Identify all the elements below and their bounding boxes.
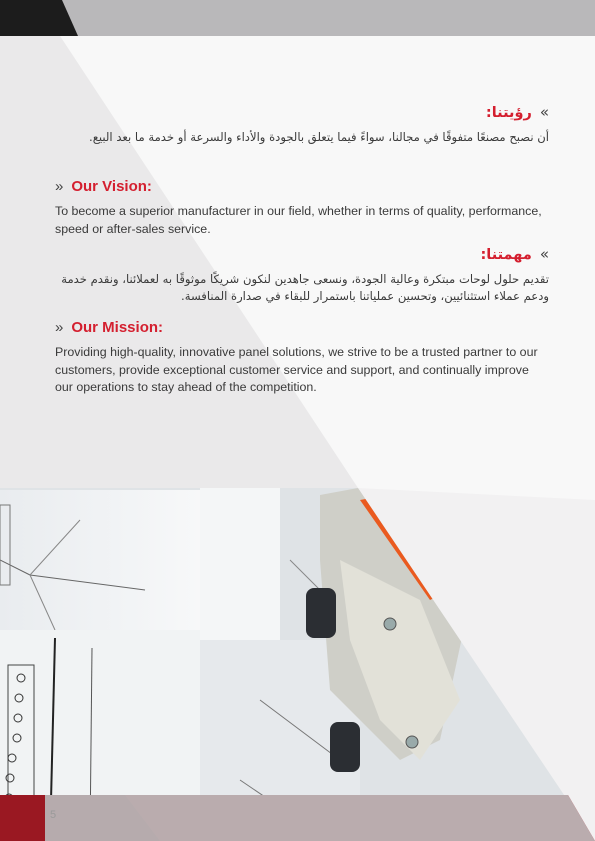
mission-arabic-text: تقديم حلول لوحات مبتكرة وعالية الجودة، ونسعى جاهدين لنكون شريكًا موثوقًا به لعملائنا، ونقدم خدمة ودعم عملاء استثنائيين، وتحسين عملياتنا باستمرار للبقاء في صدارة المنافسة.	[61, 272, 549, 303]
mission-english-title: Our Mission:	[71, 319, 164, 336]
mission-english-heading	[55, 319, 549, 336]
mission-arabic-title: مهمتنا:	[480, 247, 532, 263]
vision-english-title: Our Vision:	[71, 178, 152, 195]
chevron-icon: »	[55, 178, 64, 195]
blueprint-photo	[0, 488, 595, 841]
chevron-icon: »	[539, 103, 549, 121]
mission-english-section	[55, 319, 549, 397]
chevron-icon: »	[539, 245, 549, 263]
mission-arabic-section	[55, 245, 549, 305]
top-gray-bar	[0, 0, 595, 36]
vision-arabic-title: رؤيتنا:	[485, 105, 532, 121]
mission-arabic-heading	[55, 245, 549, 263]
vision-english-section	[55, 178, 549, 238]
bottom-gray-band	[45, 795, 595, 841]
vision-arabic-section	[55, 103, 549, 146]
vision-english-heading	[55, 178, 549, 195]
vision-english-text: To become a superior manufacturer in our field, whether in terms of quality, performance, speed or after-sales service.	[55, 204, 542, 236]
mission-english-text: Providing high-quality, innovative panel solutions, we strive to be a trusted partner to our customers, provide exceptional customer service and support, and continually improve our operations to stay ahead of the competition.	[55, 345, 538, 394]
vision-arabic-text: أن نصبح مصنعًا متفوقًا في مجالنا، سواءً فيما يتعلق بالجودة والأداء والسرعة أو خدمة ما بعد البيع.	[89, 130, 549, 144]
chevron-icon: »	[55, 319, 64, 336]
vision-arabic-heading	[55, 103, 549, 121]
page-number: 5	[50, 809, 57, 821]
